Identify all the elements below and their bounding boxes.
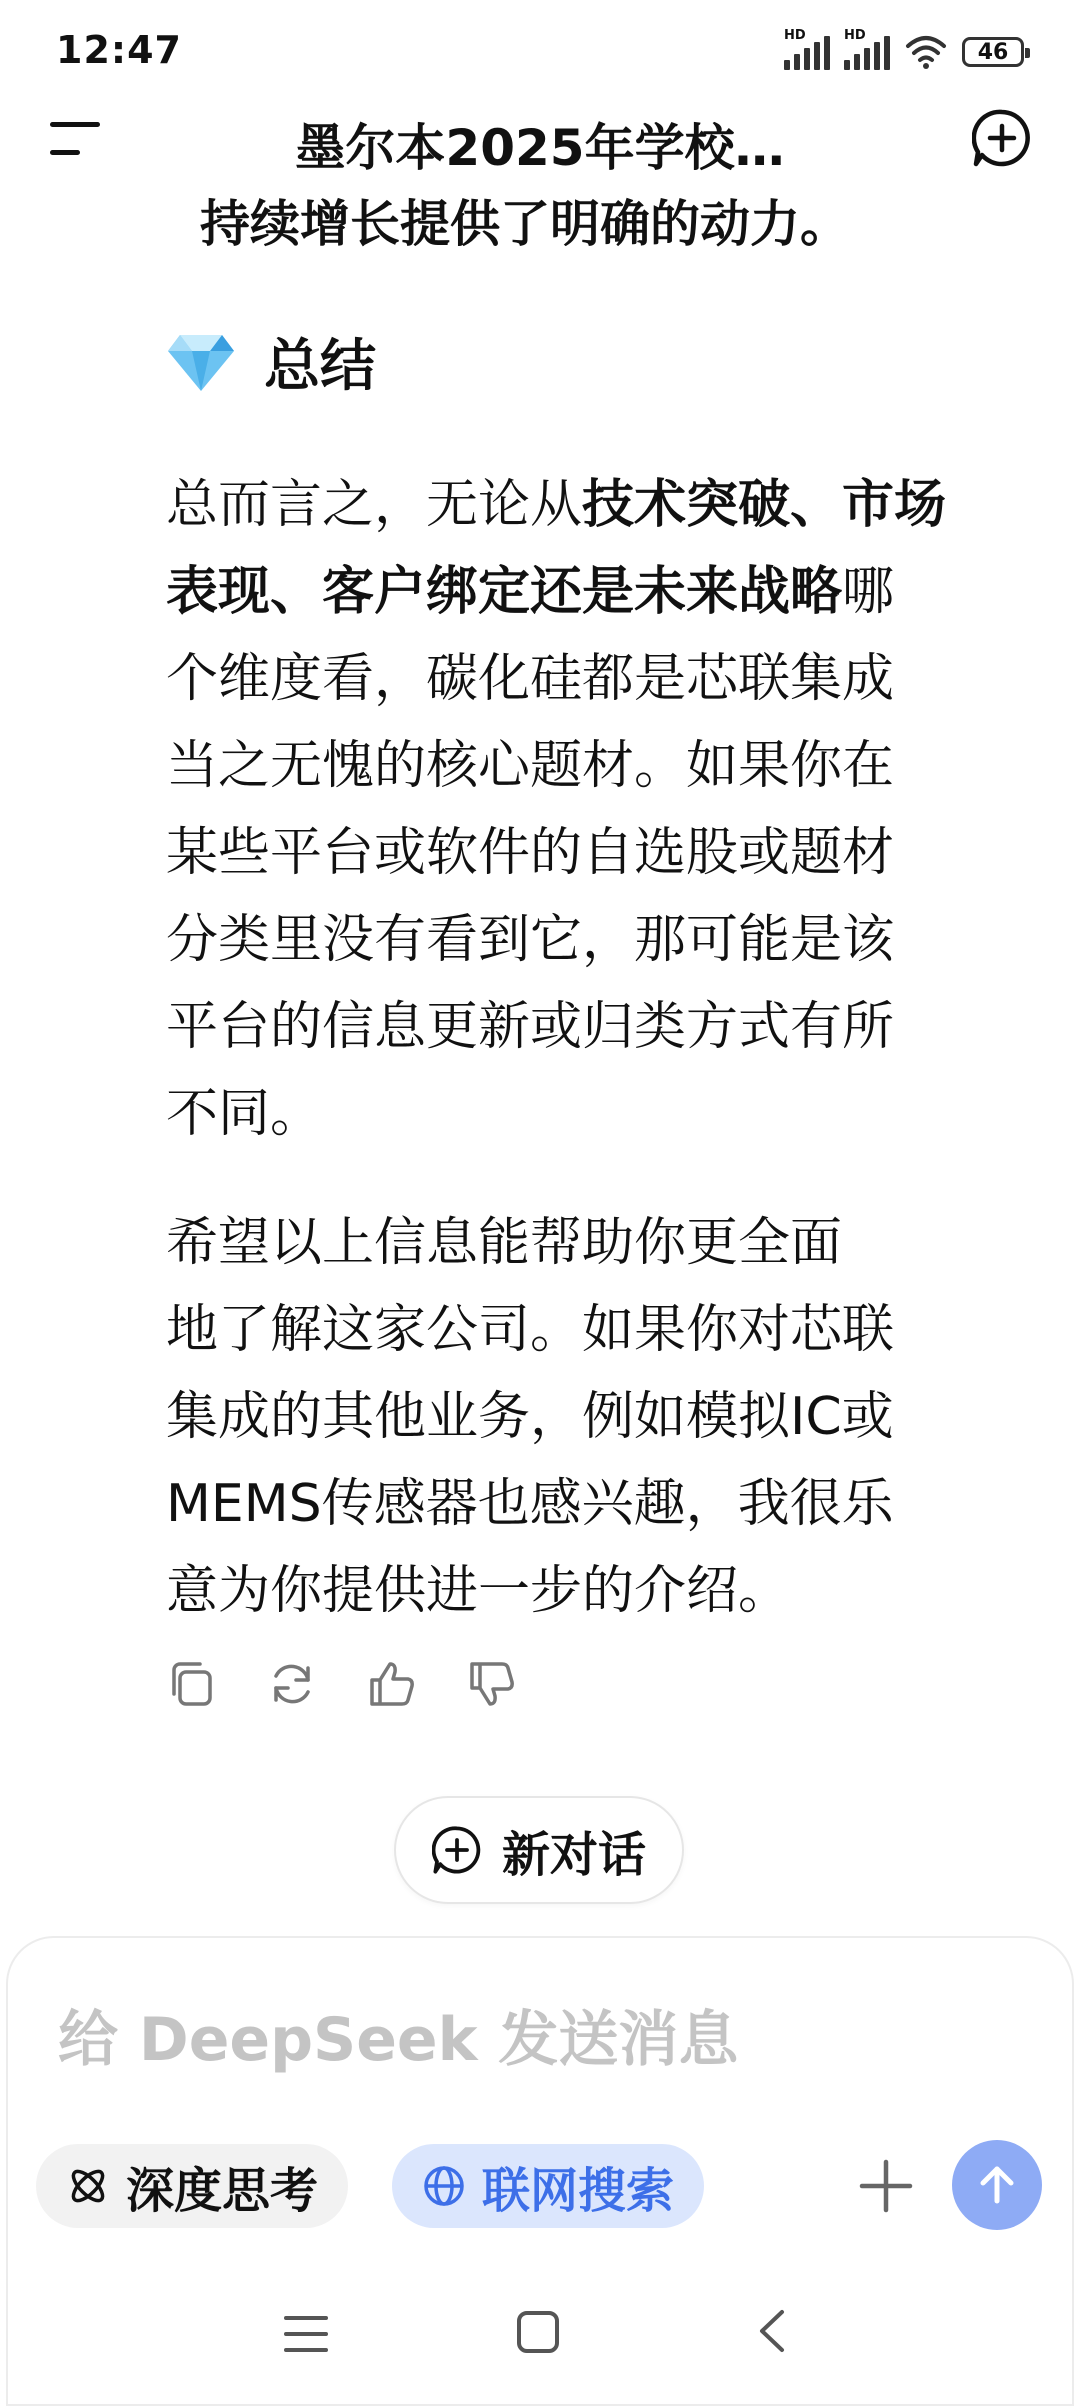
web-search-toggle[interactable]	[392, 2144, 704, 2228]
new-chat-icon	[432, 1825, 482, 1875]
new-chat-icon[interactable]	[972, 108, 1032, 168]
page-title: 墨尔本2025年学校…	[295, 119, 785, 177]
paragraph-line: 不同。	[166, 1084, 323, 1144]
nav-back-icon[interactable]	[756, 2308, 786, 2354]
summary-title: 总结	[264, 334, 376, 399]
summary-heading	[166, 322, 376, 402]
closing-paragraph	[166, 1200, 1046, 1635]
menu-button[interactable]	[50, 118, 106, 162]
gem-icon	[166, 331, 236, 393]
paragraph-line: MEMS传感器也感兴趣，我很乐	[166, 1474, 894, 1534]
atom-icon	[66, 2164, 110, 2208]
new-chat-button[interactable]	[394, 1796, 684, 1904]
arrow-up-icon	[973, 2161, 1021, 2209]
paragraph-line: 地了解这家公司。如果你对芯联	[166, 1300, 895, 1360]
paragraph-line: 平台的信息更新或归类方式有所	[166, 997, 895, 1057]
paragraph-line: 希望以上信息能帮助你更全面	[166, 1213, 843, 1273]
thumbs-up-icon[interactable]	[366, 1658, 418, 1710]
deep-think-label: 深度思考	[126, 2162, 319, 2219]
send-button[interactable]	[952, 2140, 1042, 2230]
paragraph-line: 表现、客户绑定还是未来战略哪	[166, 562, 895, 622]
status-time: 12:47	[56, 28, 182, 72]
paragraph-line: 个维度看，碳化硅都是芯联集成	[166, 649, 895, 709]
copy-icon[interactable]	[166, 1658, 218, 1710]
web-search-label: 联网搜索	[482, 2162, 675, 2219]
paragraph-line: 总而言之，无论从技术突破、市场	[166, 475, 947, 535]
regenerate-icon[interactable]	[266, 1658, 318, 1710]
message-fragment: 持续增长提供了明确的动力。	[200, 195, 850, 253]
paragraph-line: 意为你提供进一步的介绍。	[166, 1561, 791, 1621]
thumbs-down-icon[interactable]	[466, 1658, 518, 1710]
signal-icon: HD	[784, 34, 830, 70]
paragraph-line: 当之无愧的核心题材。如果你在	[166, 736, 895, 796]
nav-menu-icon[interactable]	[284, 2314, 328, 2354]
deep-think-toggle[interactable]	[36, 2144, 348, 2228]
nav-home-icon[interactable]	[516, 2310, 560, 2354]
paragraph-line: 分类里没有看到它，那可能是该	[166, 910, 895, 970]
attach-plus-icon[interactable]	[856, 2156, 916, 2216]
summary-paragraph	[166, 462, 1046, 1158]
message-actions	[166, 1658, 518, 1710]
menu-line	[50, 150, 80, 155]
battery-icon: 46	[962, 37, 1024, 67]
globe-icon	[422, 2164, 466, 2208]
paragraph-line: 集成的其他业务，例如模拟IC或	[166, 1387, 894, 1447]
message-input[interactable]: 给 DeepSeek 发送消息	[58, 2005, 739, 2075]
signal-icon: HD	[844, 34, 890, 70]
wifi-icon	[904, 34, 948, 70]
menu-line	[50, 122, 100, 127]
paragraph-line: 某些平台或软件的自选股或题材	[166, 823, 895, 883]
status-icons	[784, 30, 1024, 74]
new-chat-label: 新对话	[501, 1826, 646, 1883]
